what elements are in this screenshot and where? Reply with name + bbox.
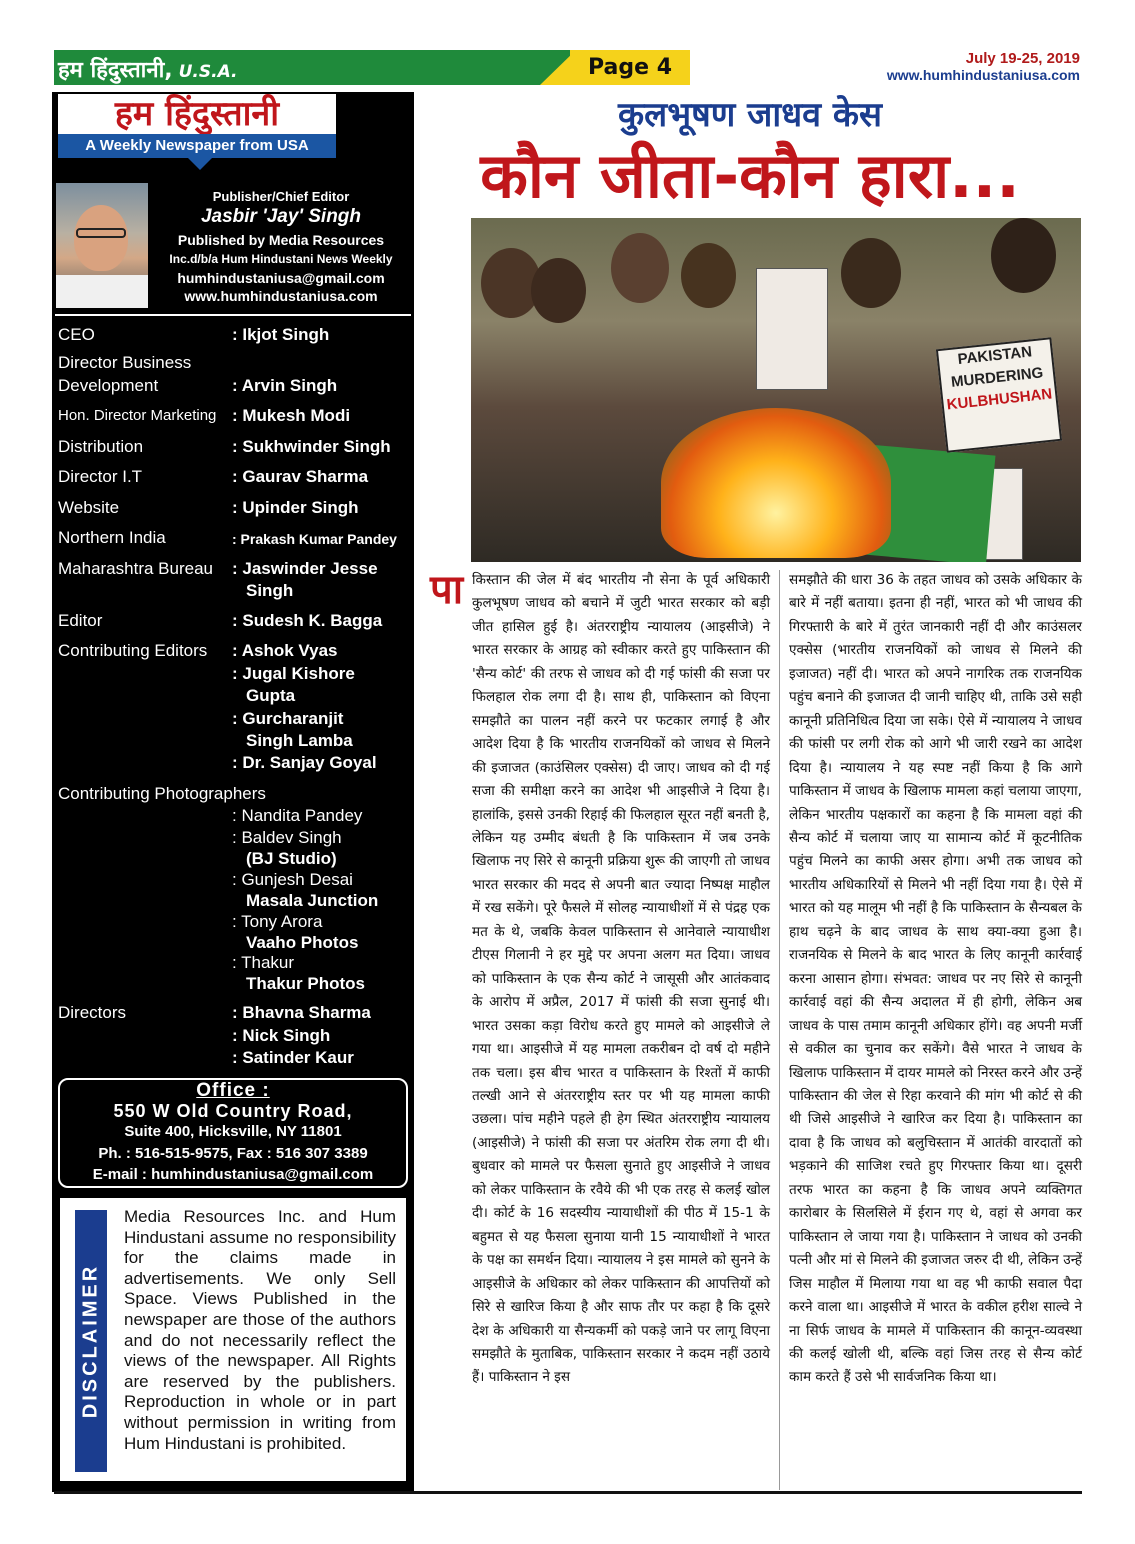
staff-member-name: Singh: [246, 581, 294, 600]
office-address-line1: 550 W Old Country Road,: [113, 1101, 353, 1121]
photo-protester: [841, 238, 901, 308]
staff-member-name: : Jaswinder Jesse: [232, 559, 378, 578]
paper-name-text: हम हिंदुस्तानी,: [58, 58, 173, 83]
staff-member-name: : Nandita Pandey: [232, 806, 363, 825]
staff-member-name: : Upinder Singh: [232, 498, 359, 517]
photo-protester: [991, 218, 1056, 293]
editor-glasses: [76, 228, 126, 238]
staff-member-name: : Dr. Sanjay Goyal: [232, 753, 377, 772]
issue-date: July 19-25, 2019: [965, 50, 1080, 67]
staff-member-name: Masala Junction: [246, 891, 379, 910]
paper-name: [58, 54, 238, 84]
page-number: Page 4: [570, 50, 690, 85]
staff-member-name: : Bhavna Sharma: [232, 1003, 371, 1022]
photo-flames: [661, 408, 891, 558]
editor-face: [74, 205, 128, 271]
staff-role-label: Director Business: [58, 353, 192, 372]
article-paragraph: किस्तान की जेल में बंद भारतीय नौ सेना के पूर्व अधिकारी कुलभूषण जाधव को बचाने में जुटी भारत सरकार को बड़ी जीत हासिल हुई है। अंतरराष्ट्रीय न्यायालय (आइसीजे) ने भारत सरकार के आग्रह को स्वीकार करते हुए पाकिस्तान की 'सैन्य कोर्ट' की तरफ से जाधव को दी गई फांसी की सजा पर फिलहाल रोक लगा दी है। साथ ही, पाकिस्तान को विएना समझौते का पालन नहीं करने पर फटकार लगाई है और आदेश दिया है कि भारतीय राजनयिकों को जाधव से मिलने की इजाजत (काउंसिलर एक्सेस) दी जाए। जाधव को दी गई सजा की समीक्षा करने का आदेश भी आइसीजे ने दिया है। हालांकि, इससे उनकी रिहाई की फिलहाल सूरत नहीं बनती है, लेकिन यह उम्मीद बंधती है कि पाकिस्तान में जब उनके खिलाफ नए सिरे से कानूनी प्रक्रिया शुरू की जाएगी तो जाधव भारत सरकार की मदद से अपनी बात ज्यादा निष्पक्ष माहौल में रख सकेंगे। पूरे फैसले में सोलह न्यायाधीशों में से पंद्रह एक मत के थे, जबकि केवल पाकिस्तान से आनेवाले न्यायाधीश टीएस गिलानी ने हर मुद्दे पर अपना अलग मत दिया। जाधव को पाकिस्तान के एक सैन्य कोर्ट ने जासूसी और आतंकवाद के आरोप में अप्रैल, 2017 में फांसी की सजा सुनाई थी। भारत उसका कड़ा विरोध करते हुए मामले को आइसीजे ले गया था। आइसीजे में यह मामला तकरीबन दो वर्ष दो महीने तक चला। इस बीच भारत व पाकिस्तान के रिश्तों में काफी तल्खी आने से अंतरराष्ट्रीय स्तर पर भी यह मामला काफी उछला। पांच महीने पहले ही हेग स्थित अंतरराष्ट्रीय न्यायालय (आइसीजे) ने फांसी की सजा पर अंतरिम रोक लगा दी थी। बुधवार को मामले पर फैसला सुनाते हुए आइसीजे ने जाधव को लेकर पाकिस्तान के रवैये की भी एक तरह से कलई खोल दी। कोर्ट के 16 सदस्यीय न्यायाधीशों की पीठ में 15-1 के बहुमत से यह फैसला सुनाया यानी 15 न्यायाधीशों ने भारत के पक्ष का समर्थन दिया। न्यायालय ने इस मामले को सुनने के आइसीजे के अधिकार को लेकर पाकिस्तान की आपत्तियों को सिरे से खारिज किया है और साफ तौर पर कहा है कि दूसरे देश के अधिकारी या सैन्यकर्मी को पकड़े जाने पर लागू विएना समझौते के मुताबिक, पाकिस्तान सरकार ने कदम नहीं उठाये हैं। पाकिस्तान ने इस: [472, 572, 770, 1386]
photo-portrait-poster: [756, 268, 828, 390]
sign-line: PAKISTAN: [956, 343, 1033, 369]
staff-member-name: Vaaho Photos: [246, 933, 359, 952]
staff-member-name: : Mukesh Modi: [232, 406, 351, 425]
editor-photo: [56, 183, 148, 308]
published-by: Published by Media Resources: [177, 232, 385, 248]
staff-role-label: Director I.T: [58, 467, 143, 486]
staff-member-name: : Tony Arora: [232, 912, 323, 931]
sign-line: KULBHUSHAN: [945, 385, 1053, 414]
staff-member-name: : Gunjesh Desai: [232, 870, 353, 889]
staff-role-label: Website: [58, 498, 120, 517]
staff-role-label: Hon. Director Marketing: [58, 407, 217, 424]
publisher-company: Inc.d/b/a Hum Hindustani News Weekly: [169, 252, 393, 266]
office-phone: Ph. : 516-515-9575, Fax : 516 307 3389: [98, 1145, 368, 1162]
staff-role-label: CEO: [58, 325, 95, 344]
staff-role-label: Distribution: [58, 437, 144, 456]
header-website-link[interactable]: www.humhindustaniusa.com: [886, 67, 1080, 83]
staff-role-label: Maharashtra Bureau: [58, 559, 213, 578]
photo-protest-sign: [936, 337, 1062, 453]
edition-label: U.S.A.: [178, 62, 238, 82]
photo-protester: [611, 233, 669, 303]
publisher-website[interactable]: www.humhindustaniusa.com: [184, 288, 378, 304]
office-address-line2: Suite 400, Hicksville, NY 11801: [124, 1123, 342, 1140]
sign-line: MURDERING: [950, 364, 1045, 391]
tagline-pointer: [188, 158, 212, 170]
staff-role-label: Contributing Photographers: [58, 784, 266, 803]
staff-member-name: : Arvin Singh: [232, 376, 338, 395]
photo-protester: [531, 258, 586, 323]
disclaimer-label: DISCLAIMER: [79, 1263, 102, 1419]
staff-member-name: : Satinder Kaur: [232, 1048, 354, 1067]
office-email[interactable]: E-mail : humhindustaniusa@gmail.com: [92, 1166, 374, 1183]
staff-role-label: Development: [58, 376, 159, 395]
staff-member-name: : Gurcharanjit: [232, 709, 344, 728]
staff-role-label: Editor: [58, 611, 103, 630]
staff-member-name: : Sudesh K. Bagga: [232, 611, 383, 630]
staff-member-name: : Prakash Kumar Pandey: [232, 531, 397, 547]
staff-member-name: : Baldev Singh: [232, 828, 342, 847]
staff-role-label: Directors: [58, 1003, 127, 1022]
page-bottom-rule: [54, 1491, 1082, 1494]
staff-role-label: Northern India: [58, 528, 166, 547]
article-column-2: [789, 569, 1082, 1390]
article-dropcap: पा: [430, 567, 464, 613]
staff-member-name: : Nick Singh: [232, 1026, 331, 1045]
disclaimer-text: Media Resources Inc. and Hum Hindustani assume no responsibility for the claims made in advertisements. We only Sell Space. Views Published in the newspaper are those of the authors and do not necessarily reflect the views of the newspaper. All Rights are reserved by the publishers. Reproduction in whole or in part without permission in writing from Hum Hindustani is prohibited.: [124, 1207, 396, 1453]
editor-shirt: [56, 275, 148, 308]
staff-member-name: : Gaurav Sharma: [232, 467, 369, 486]
sidebar-divider: [55, 314, 411, 316]
article-paragraph: समझौते की धारा 36 के तहत जाधव को उसके अधिकार के बारे में नहीं बताया। इतना ही नहीं, भारत को भी जाधव की गिरफ्तारी के बारे में तुरंत जानकारी नहीं दी और काउंसलर एक्सेस (भारतीय राजनयिकों को जाधव से मिलने की इजाजत) नहीं दी। भारत को अपने नागरिक तक राजनयिक पहुंच बनाने की इजाजत दी जानी चाहिए थी, ताकि उसे सही कानूनी प्रतिनिधित्व दिया जा सके। ऐसे में न्यायालय ने जाधव की फांसी पर लगी रोक को आगे भी जारी रखने का आदेश दिया है। न्यायालय ने यह स्पष्ट नहीं किया है कि आगे पाकिस्तान में जाधव के खिलाफ मामला कहां चलाया जाएगा, लेकिन भारतीय पक्षकारों का कहना है कि मामला वहां की सैन्य कोर्ट में चलाया जाए या सामान्य कोर्ट में कूटनीतिक पहुंच मिलने का काफी असर होगा। अभी तक जाधव को भारतीय अधिकारियों से मिलने भी नहीं दिया गया है। ऐसे में भारत को यह मालूम भी नहीं है कि पाकिस्तान के सैन्यबल के हाथ चढ़ने के बाद जाधव के साथ क्या-क्या हुआ है। राजनयिक से मिलने के बाद भारत के लिए कानूनी कार्रवाई करना आसान होगा। संभवत: जाधव पर नए सिरे से कानूनी कार्रवाई वहां की सैन्य अदालत में ही होगी, लेकिन अब जाधव के पास तमाम कानूनी अधिकार होंगे। वह अपनी मर्जी से वकील का चुनाव कर सकेंगे। वैसे भारत ने जाधव के खिलाफ पाकिस्तान में दायर मामले को निरस्त करने और उन्हें पाकिस्तान की जेल से रिहा करवाने की मांग भी कोर्ट से की थी जिसे आइसीजे ने खारिज कर दिया है। पाकिस्तान का दावा है कि जाधव को बलुचिस्तान में आतंकी वारदातों को भड़काने की साजिश रचते हुए गिरफ्तार किया था। दूसरी तरफ भारत का कहना है कि जाधव अपने व्यक्तिगत कारोबार के सिलसिले में ईरान गए थे, वहां से अगवा कर पाकिस्तान ले जाया गया है। पाकिस्तान ने जाधव को उनकी पत्नी और मां से मिलने की इजाजत जरुर दी थी, लेकिन उन्हें जिस माहौल में मिलाया गया था वह भी काफी सवाल पैदा करने वाला था। आइसीजे में भारत के वकील हरीश साल्वे ने ना सिर्फ जाधव के मामले में पाकिस्तान की कानून-व्यवस्था की कलई खोली थी, बल्कि वहां जिस तरह से सैन्य कोर्ट काम करते हैं उसे भी सार्वजनिक किया था।: [789, 572, 1082, 1386]
staff-member-name: : Ikjot Singh: [232, 325, 330, 344]
staff-member-name: Gupta: [246, 686, 296, 705]
masthead-tagline: A Weekly Newspaper from USA: [58, 134, 336, 158]
staff-member-name: : Jugal Kishore: [232, 664, 355, 683]
staff-member-name: Singh Lamba: [246, 731, 353, 750]
article-headline: कौन जीता-कौन हारा...: [480, 139, 1020, 212]
news-photo: [471, 218, 1081, 562]
publisher-email[interactable]: humhindustaniusa@gmail.com: [177, 270, 385, 286]
staff-role-label: Contributing Editors: [58, 641, 208, 660]
article-column-1: [472, 569, 770, 1390]
staff-member-name: : Ashok Vyas: [232, 641, 338, 660]
staff-member-name: : Sukhwinder Singh: [232, 437, 391, 456]
photo-protester: [681, 243, 736, 308]
staff-member-name: : Thakur: [232, 953, 295, 972]
publisher-name: Jasbir 'Jay' Singh: [200, 206, 362, 227]
staff-member-name: Thakur Photos: [246, 974, 366, 993]
column-divider: [779, 570, 780, 1490]
staff-member-name: (BJ Studio): [246, 849, 337, 868]
masthead-logo: हम हिंदुस्तानी: [58, 94, 336, 134]
publisher-role: Publisher/Chief Editor: [212, 189, 350, 204]
article-kicker: कुलभूषण जाधव केस: [618, 95, 882, 135]
office-title: Office :: [196, 1080, 270, 1101]
